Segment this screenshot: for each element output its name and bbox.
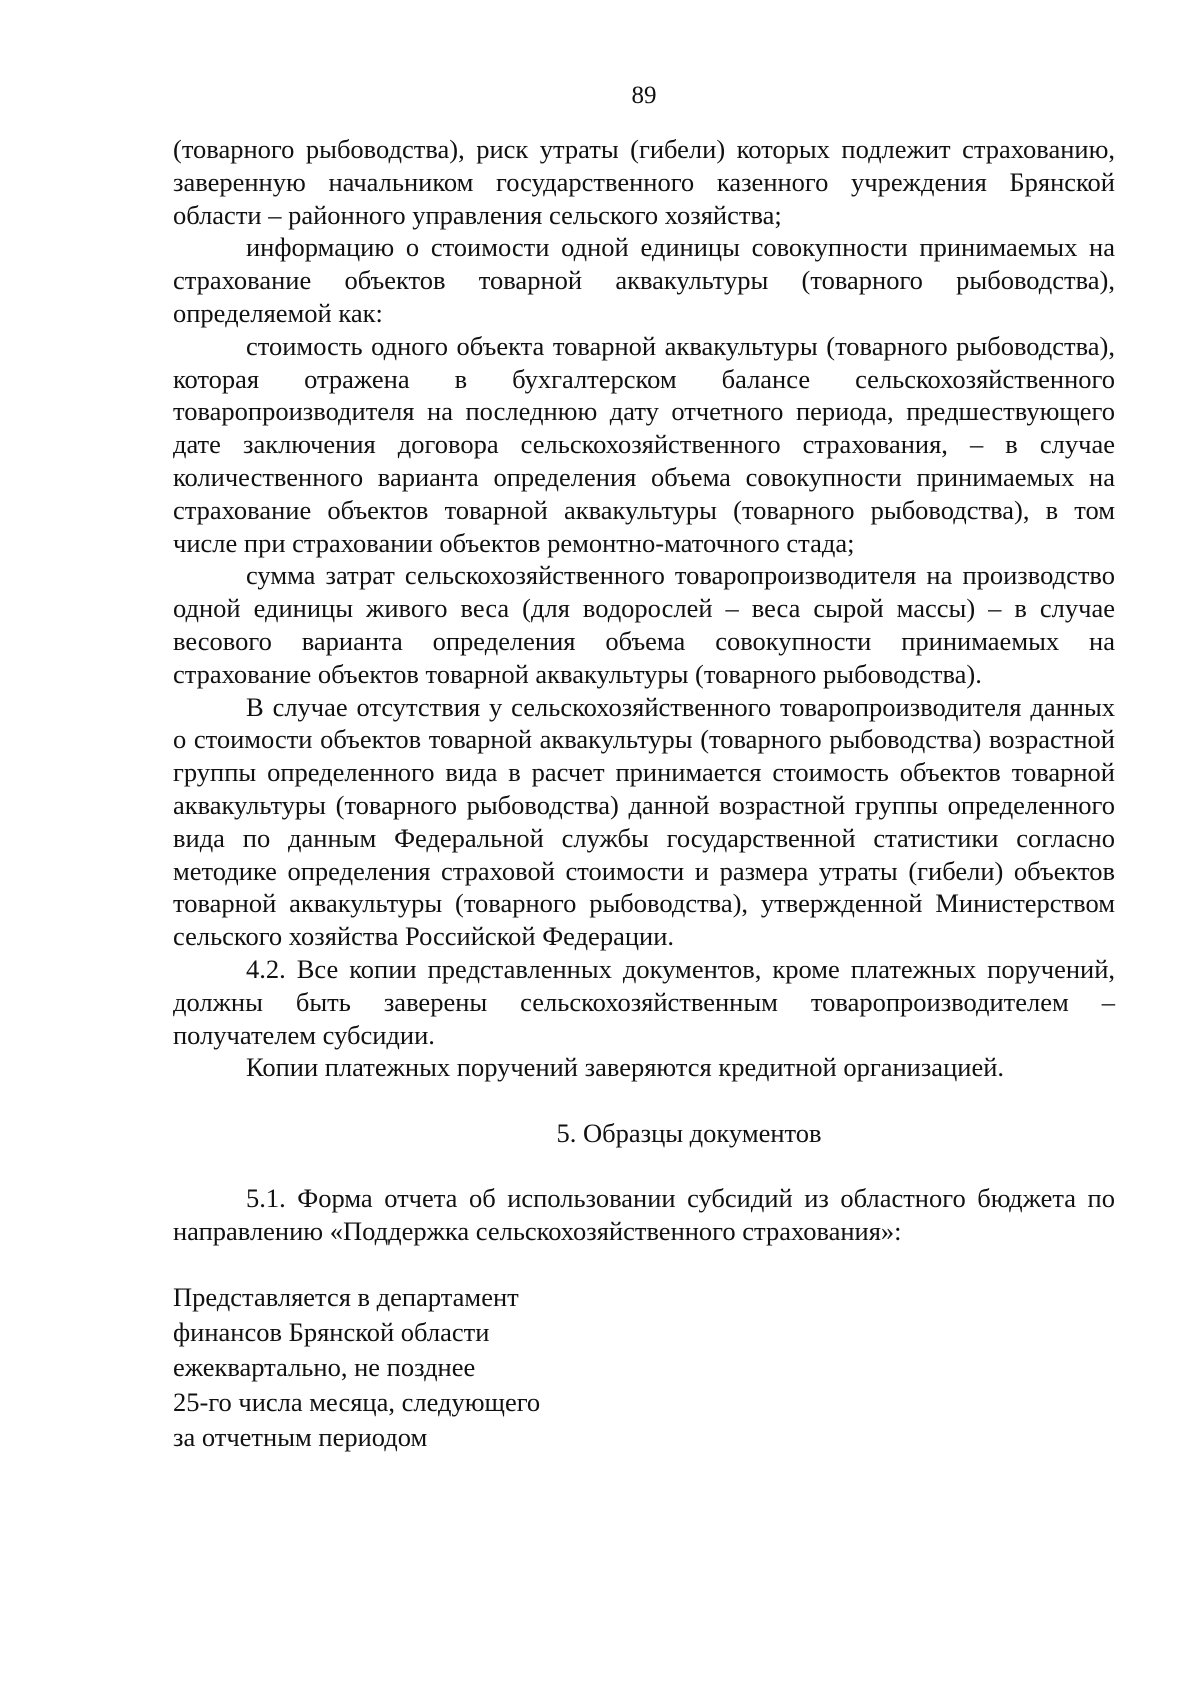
paragraph-6: 4.2. Все копии представленных документов, кроме платежных поручений, должны быть заверены сельскохозяйственным товаропроизводителем – получателем субсидии. (173, 953, 1115, 1050)
page-number: 89 (631, 82, 657, 109)
submission-note-line: Представляется в департамент (173, 1281, 519, 1312)
submission-note (173, 1280, 593, 1455)
submission-note-line: 25-го числа месяца, следующего (173, 1386, 541, 1417)
section-paragraph: 5.1. Форма отчета об использовании субсидий из областного бюджета по направлению «Поддержка сельскохозяйственного страхования»: (173, 1182, 1115, 1246)
section-title: 5. Образцы документов (556, 1118, 822, 1149)
submission-note-line: финансов Брянской области (173, 1316, 490, 1347)
paragraph-5: В случае отсутствия у сельскохозяйственного товаропроизводителя данных о стоимости объектов товарной аквакультуры (товарного рыбоводства) возрастной группы определенного вида в расчет принимается стоимость объектов товарной аквакультуры (товарного рыбоводства) данной возрастной группы определенного вида по данным Федеральной службы государственной статистики согласно методике определения страховой стоимости и размера утраты (гибели) объектов товарной аквакультуры (товарного рыбоводства), утвержденной Министерством сельского хозяйства Российской Федерации. (173, 691, 1115, 952)
submission-note-line: ежеквартально, не позднее (173, 1351, 476, 1382)
paragraph-2: информацию о стоимости одной единицы совокупности принимаемых на страхование объектов товарной аквакультуры (товарного рыбоводства), определяемой как: (173, 232, 1115, 328)
submission-note-line: за отчетным периодом (173, 1421, 428, 1452)
paragraph-4: сумма затрат сельскохозяйственного товаропроизводителя на производство одной единицы живого веса (для водорослей – веса сырой массы) – в случае весового варианта определения объема совокупности принимаемых на страхование объектов товарной аквакультуры (товарного рыбоводства). (173, 560, 1115, 689)
paragraph-1: (товарного рыбоводства), риск утраты (гибели) которых подлежит страхованию, заверенную начальником государственного казенного учреждения Брянской области – районного управления сельского хозяйства; (173, 134, 1115, 230)
document-body (173, 133, 1115, 1455)
paragraph-7: Копии платежных поручений заверяются кредитной организацией. (246, 1052, 1005, 1083)
paragraph-3: стоимость одного объекта товарной аквакультуры (товарного рыбоводства), которая отражена в бухгалтерском балансе сельскохозяйственного товаропроизводителя на последнюю дату отчетного периода, предшествующего дате заключения договора сельскохозяйственного страхования, – в случае количественного варианта определения объема совокупности принимаемых на страхование объектов товарной аквакультуры (товарного рыбоводства), в том числе при страховании объектов ремонтно-маточного стада; (173, 330, 1115, 558)
